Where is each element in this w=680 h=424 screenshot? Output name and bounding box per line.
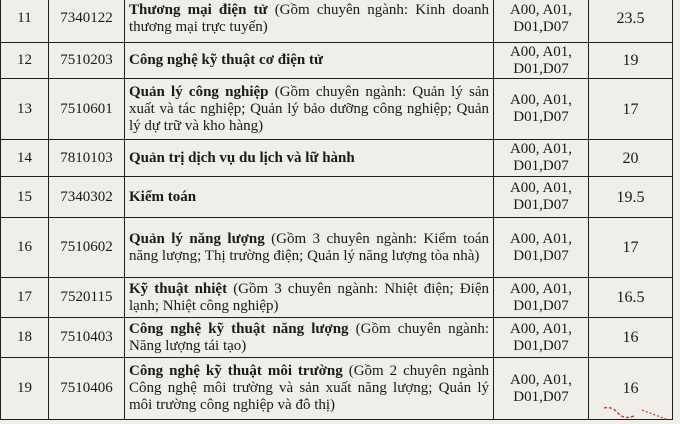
combo-line-2: D01,D07 (513, 60, 569, 77)
major-title: Quản trị dịch vụ du lịch và lữ hành (129, 149, 355, 166)
major-specializations: (Gồm 3 chuyên ngành: Kiểm toán năng lượng; Thị trường điện; Quản lý năng lượng tòa nhà) (129, 230, 489, 264)
row-number: 13 (1, 79, 49, 140)
major-title: Công nghệ kỹ thuật cơ điện tử (129, 52, 324, 68)
major-name (125, 79, 494, 140)
combo-line-2: D01,D07 (513, 197, 569, 213)
subject-combinations (494, 278, 589, 318)
combo-line-1: A00, A01, (509, 280, 573, 297)
benchmark-score: 23.5 (589, 0, 673, 43)
major-specializations: (Gồm chuyên ngành: Quản lý sản xuất và tác nghiệp; Quản lý bảo dưỡng công nghiệp; Quản lý dự trữ và kho hàng) (129, 83, 489, 134)
benchmark-score: 19 (589, 43, 673, 79)
major-name (125, 177, 494, 218)
subject-combinations (494, 318, 589, 358)
benchmark-score: 16.5 (589, 278, 673, 318)
benchmark-score: 16 (589, 318, 673, 358)
major-name (125, 0, 494, 43)
row-number: 14 (1, 140, 49, 177)
major-code: 7510403 (49, 318, 125, 358)
row-number: 16 (1, 218, 49, 278)
subject-combinations (494, 0, 589, 43)
combo-line-2: D01,D07 (513, 388, 569, 405)
major-code: 7520115 (49, 278, 125, 318)
benchmark-score: 19.5 (589, 177, 673, 218)
row-number: 17 (1, 278, 49, 318)
major-title: Công nghệ kỹ thuật năng lượng (129, 320, 349, 337)
table-row (1, 278, 673, 318)
major-name (125, 318, 494, 358)
major-title: Kiểm toán (129, 188, 197, 205)
major-name (125, 358, 494, 420)
combo-line-1: A00, A01, (509, 320, 573, 337)
combo-line-1: A00, A01, (509, 43, 573, 60)
benchmark-score: 20 (589, 140, 673, 177)
major-name (125, 140, 494, 177)
subject-combinations (494, 218, 589, 278)
major-specializations: (Gồm 3 chuyên ngành: Nhiệt điện; Điện lạnh; Nhiệt công nghiệp) (129, 280, 489, 314)
row-number: 11 (1, 0, 49, 43)
major-code: 7510203 (49, 43, 125, 79)
row-number: 12 (1, 43, 49, 79)
subject-combinations (494, 140, 589, 177)
major-code: 7340122 (49, 0, 125, 43)
table-row (1, 177, 673, 218)
subject-combinations (494, 43, 589, 79)
table-row (1, 0, 673, 43)
table-row (1, 79, 673, 140)
combo-line-1: A00, A01, (509, 1, 573, 18)
combo-line-2: D01,D07 (513, 158, 569, 174)
table-row (1, 318, 673, 358)
major-title: Công nghệ kỹ thuật môi trường (129, 363, 343, 379)
table-row (1, 43, 673, 79)
subject-combinations (494, 358, 589, 420)
combo-line-2: D01,D07 (513, 297, 569, 314)
major-title: Quản lý công nghiệp (129, 83, 269, 100)
combo-line-1: A00, A01, (509, 141, 573, 157)
combo-line-2: D01,D07 (513, 109, 569, 125)
subject-combinations (494, 177, 589, 218)
table-row (1, 140, 673, 177)
table-row (1, 218, 673, 278)
major-code: 7510406 (49, 358, 125, 420)
benchmark-score: 17 (589, 218, 673, 278)
combo-line-2: D01,D07 (513, 337, 569, 354)
major-name (125, 278, 494, 318)
major-specializations: (Gồm chuyên ngành: Năng lượng tái tạo) (129, 320, 489, 354)
major-name (125, 43, 494, 79)
benchmark-score: 17 (589, 79, 673, 140)
row-number: 18 (1, 318, 49, 358)
major-title: Kỹ thuật nhiệt (129, 280, 228, 297)
subject-combinations (494, 79, 589, 140)
combo-line-2: D01,D07 (513, 18, 569, 35)
major-code: 7510601 (49, 79, 125, 140)
major-specializations: (Gồm 2 chuyên ngành Công nghệ môi trường và sản xuất năng lượng; Quản lý môi trường công nghiệp và đô thị) (129, 363, 490, 413)
benchmark-score: 16 (589, 358, 673, 420)
red-pen-mark-icon (602, 404, 672, 422)
major-code: 7510602 (49, 218, 125, 278)
combo-line-1: A00, A01, (509, 230, 573, 247)
major-specializations: (Gồm chuyên ngành: Kinh doanh thương mại trực tuyến) (129, 1, 490, 35)
table-row (1, 358, 673, 420)
row-number: 15 (1, 177, 49, 218)
major-name (125, 218, 494, 278)
combo-line-1: A00, A01, (509, 92, 573, 108)
major-code: 7340302 (49, 177, 125, 218)
combo-line-2: D01,D07 (513, 247, 569, 264)
combo-line-1: A00, A01, (509, 180, 573, 196)
major-title: Quản lý năng lượng (129, 230, 265, 247)
major-title: Thương mại điện tử (129, 1, 268, 18)
row-number: 19 (1, 358, 49, 420)
major-code: 7810103 (49, 140, 125, 177)
combo-line-1: A00, A01, (509, 371, 573, 388)
